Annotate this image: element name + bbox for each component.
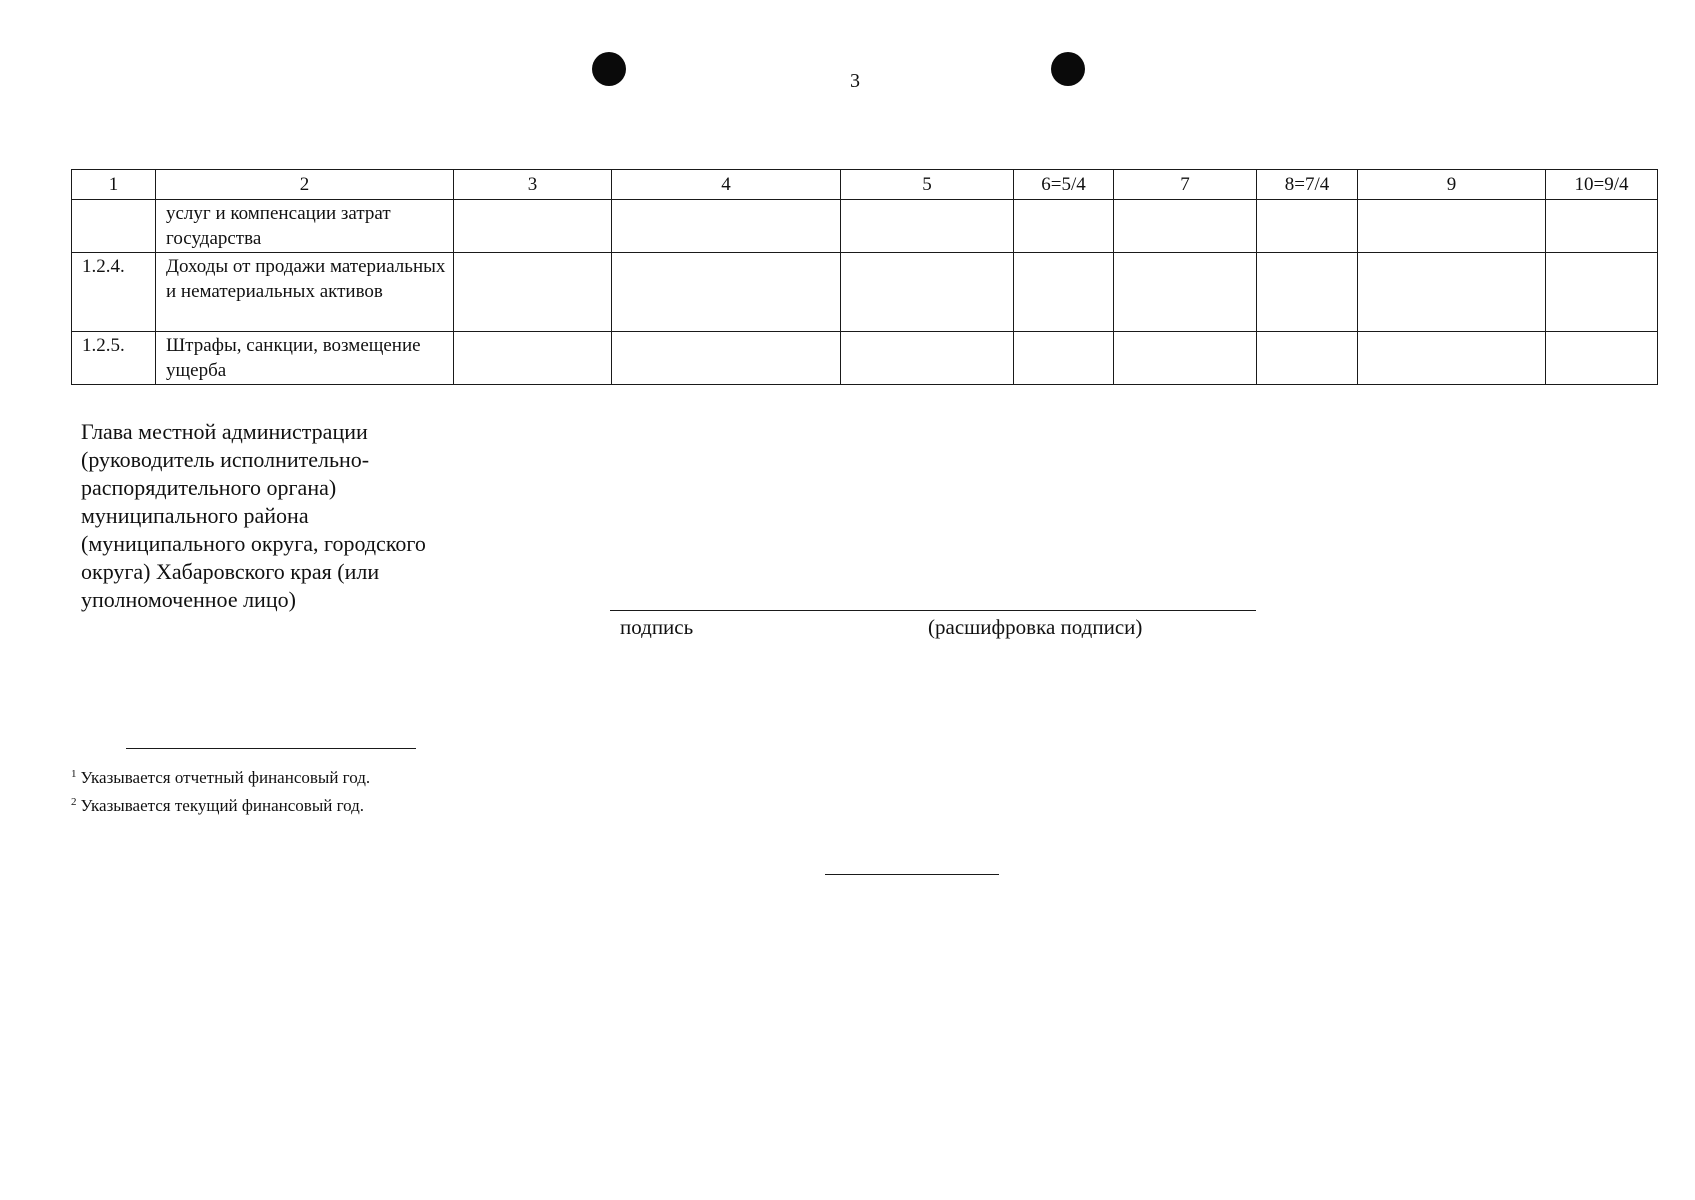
page-number: 3 xyxy=(850,70,860,92)
column-header: 6=5/4 xyxy=(1014,170,1114,200)
row-name: услуг и компенсации затрат государства xyxy=(156,200,454,253)
table-cell xyxy=(1114,200,1257,253)
table-cell xyxy=(1358,253,1546,332)
table-cell xyxy=(612,332,841,385)
column-header: 4 xyxy=(612,170,841,200)
report-table xyxy=(71,169,1658,385)
row-name: Доходы от продажи материальных и нематериальных активов xyxy=(156,253,454,332)
column-header: 5 xyxy=(841,170,1014,200)
table-cell xyxy=(1014,332,1114,385)
table-cell xyxy=(454,332,612,385)
table-cell xyxy=(612,200,841,253)
table-cell xyxy=(1014,253,1114,332)
table-row xyxy=(72,332,1658,385)
table-cell xyxy=(1014,200,1114,253)
table-cell xyxy=(1358,332,1546,385)
column-header: 10=9/4 xyxy=(1546,170,1658,200)
signatory-position: Глава местной администрации (руководитель исполнительно-распорядительного органа) муниципального района (муниципального округа, городского округа) Хабаровского края (или уполномоченное лицо) xyxy=(81,419,426,612)
table-cell xyxy=(841,253,1014,332)
footnote-text: Указывается текущий финансовый год. xyxy=(80,796,365,815)
end-separator xyxy=(825,874,999,875)
footnote-item xyxy=(71,790,370,818)
signature-label: подпись xyxy=(620,615,694,639)
column-header: 2 xyxy=(156,170,454,200)
column-header: 9 xyxy=(1358,170,1546,200)
footnote-item xyxy=(71,762,370,790)
signature-decode-label: (расшифровка подписи) xyxy=(928,615,1143,639)
table-header-row xyxy=(72,170,1658,200)
table-cell xyxy=(1114,253,1257,332)
punch-hole-right xyxy=(1051,52,1085,86)
punch-hole-left xyxy=(592,52,626,86)
table-cell xyxy=(1358,200,1546,253)
row-number xyxy=(72,200,156,253)
column-header: 3 xyxy=(454,170,612,200)
table-cell xyxy=(454,200,612,253)
table-cell xyxy=(1546,253,1658,332)
footnote-separator xyxy=(126,748,416,749)
row-name: Штрафы, санкции, возмещение ущерба xyxy=(156,332,454,385)
table-cell xyxy=(841,332,1014,385)
table-row xyxy=(72,253,1658,332)
table-cell xyxy=(1114,332,1257,385)
footnote-mark: 2 xyxy=(71,796,77,808)
column-header: 7 xyxy=(1114,170,1257,200)
row-number: 1.2.4. xyxy=(72,253,156,332)
footnotes xyxy=(71,762,370,818)
table-cell xyxy=(841,200,1014,253)
table-cell xyxy=(1257,332,1358,385)
signature-line xyxy=(610,610,1256,611)
footnote-mark: 1 xyxy=(71,768,77,780)
table-cell xyxy=(1546,200,1658,253)
table-row xyxy=(72,200,1658,253)
footnote-text: Указывается отчетный финансовый год. xyxy=(80,768,371,787)
table-cell xyxy=(1546,332,1658,385)
row-number: 1.2.5. xyxy=(72,332,156,385)
table-cell xyxy=(612,253,841,332)
table-cell xyxy=(1257,200,1358,253)
column-header: 8=7/4 xyxy=(1257,170,1358,200)
table-cell xyxy=(454,253,612,332)
column-header: 1 xyxy=(72,170,156,200)
table-cell xyxy=(1257,253,1358,332)
